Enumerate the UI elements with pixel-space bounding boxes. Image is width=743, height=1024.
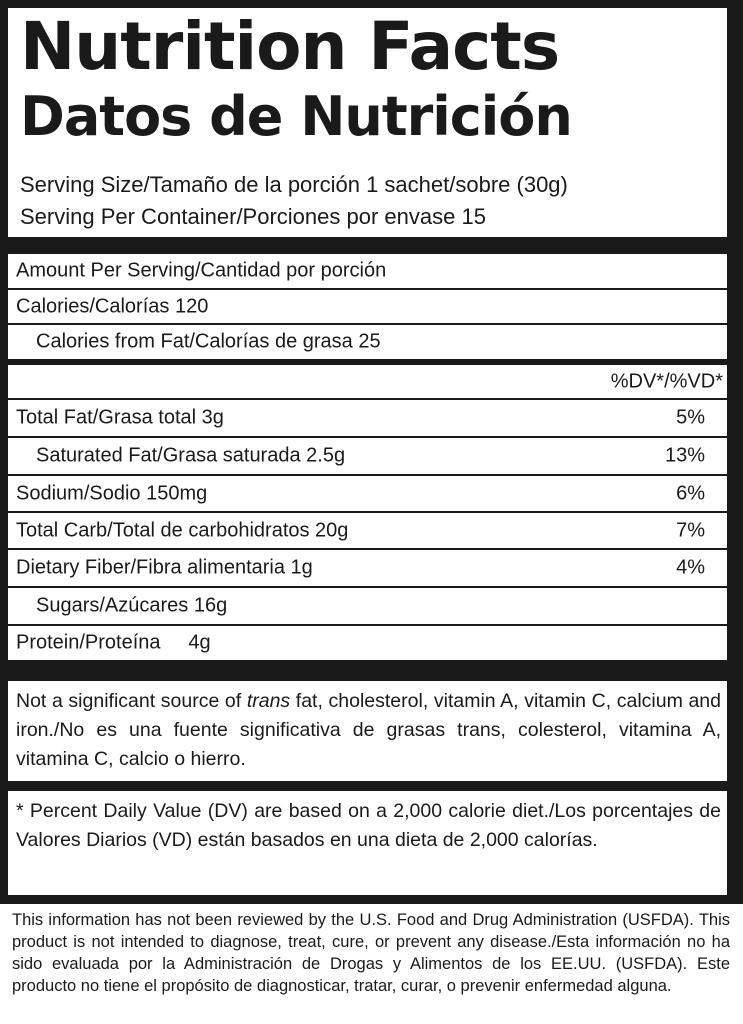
calories-from-fat-label: Calories from Fat/Calorías de grasa 25 <box>36 330 381 353</box>
saturated-fat-label: Saturated Fat/Grasa saturada 2.5g <box>36 444 346 467</box>
fda-disclaimer: This information has not been reviewed by the U.S. Food and Drug Administration (USFDA). This product is not intended to diagnose, treat, cure, or prevent any disease./Esta información no ha sido evaluada por la Administración de Drogas y Alimentos de los EE.UU. (USFDA). Este producto no tiene el propósito de diagnosticar, tratar, curar, o prevenir enfermedad alguna. <box>12 911 730 995</box>
saturated-fat-dv: 13% <box>664 444 705 467</box>
dv-header-label: %DV*/%VD* <box>610 370 723 392</box>
calories-from-fat-row <box>8 325 727 359</box>
total-fat-row <box>8 400 727 436</box>
total-fat-dv: 5% <box>676 406 705 429</box>
servings-per-container: Serving Per Container/Porciones por envase 15 <box>20 204 486 229</box>
dietary-fiber-label: Dietary Fiber/Fibra alimentaria 1g <box>16 556 313 579</box>
percent-daily-value-note: * Percent Daily Value (DV) are based on a 2,000 calorie diet./Los porcentajes de Valores Diarios (VD) están basados en una dieta de 2,000 calorías. <box>8 791 727 895</box>
protein-label: Protein/Proteína 4g <box>16 631 211 654</box>
significant-source-note <box>8 681 727 781</box>
title-english: Nutrition Facts <box>20 8 560 85</box>
total-fat-label: Total Fat/Grasa total 3g <box>16 406 224 429</box>
saturated-fat-row <box>8 438 727 474</box>
protein-row <box>8 626 727 660</box>
sugars-label: Sugars/Azúcares 16g <box>36 594 228 617</box>
significant-source-italic: trans <box>246 690 291 712</box>
amount-per-serving-label: Amount Per Serving/Cantidad por porción <box>16 259 387 282</box>
title-spanish: Datos de Nutrición <box>20 85 572 148</box>
sugars-row <box>8 588 727 624</box>
calories-row <box>8 290 727 323</box>
total-carb-dv: 7% <box>676 519 705 541</box>
serving-size: Serving Size/Tamaño de la porción 1 sachet/sobre (30g) <box>20 172 568 197</box>
sodium-dv: 6% <box>676 482 705 504</box>
sodium-row <box>8 476 727 511</box>
sodium-label: Sodium/Sodio 150mg <box>16 482 208 504</box>
dv-header-row <box>8 365 727 398</box>
significant-source-prefix: Not a significant source of <box>16 690 247 712</box>
dietary-fiber-dv: 4% <box>676 556 705 579</box>
dietary-fiber-row <box>8 550 727 586</box>
calories-label: Calories/Calorías 120 <box>16 295 209 317</box>
label-header <box>8 8 727 237</box>
total-carb-row <box>8 513 727 548</box>
amount-per-serving-row <box>8 254 727 288</box>
significant-source-suffix: fat, cholesterol, vitamin A, vitamin C, calcium and iron./No es una fuente significativa de grasas trans, colesterol, vitamina A, vitamina C, calcio o hierro. <box>16 690 721 770</box>
total-carb-label: Total Carb/Total de carbohidratos 20g <box>16 519 349 541</box>
